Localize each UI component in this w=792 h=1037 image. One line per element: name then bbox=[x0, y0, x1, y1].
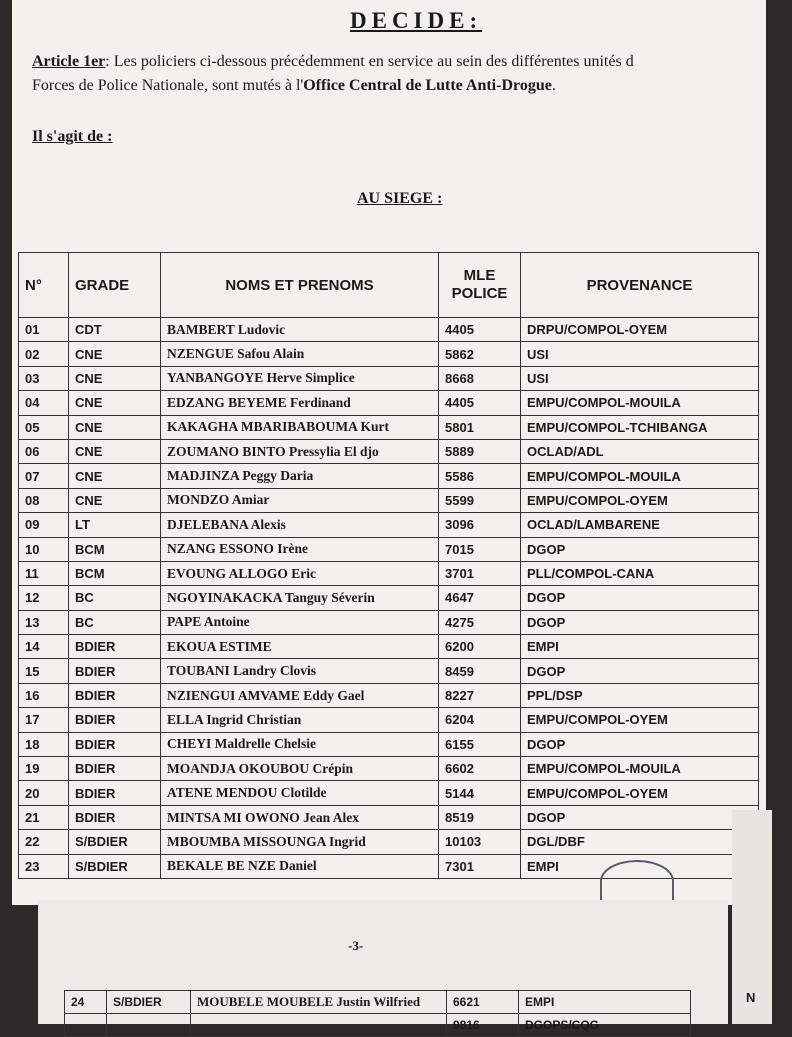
table-header-row bbox=[19, 253, 759, 318]
table-row bbox=[19, 415, 759, 439]
row-mle: 5144 bbox=[439, 781, 521, 805]
row-grade bbox=[107, 1014, 191, 1037]
row-provenance: DRPU/COMPOL-OYEM bbox=[521, 318, 759, 342]
table-row bbox=[19, 610, 759, 634]
row-mle: 6155 bbox=[439, 732, 521, 756]
row-provenance: OCLAD/ADL bbox=[521, 439, 759, 463]
row-name: NZANG ESSONO Irène bbox=[161, 537, 439, 561]
section-heading: AU SIEGE : bbox=[357, 190, 443, 207]
row-name: BAMBERT Ludovic bbox=[161, 318, 439, 342]
row-grade: BCM bbox=[69, 561, 161, 585]
row-grade: CNE bbox=[69, 439, 161, 463]
row-mle: 8227 bbox=[439, 683, 521, 707]
table-row bbox=[19, 805, 759, 829]
row-number: 18 bbox=[19, 732, 69, 756]
row-mle: 5801 bbox=[439, 415, 521, 439]
row-grade: BDIER bbox=[69, 757, 161, 781]
row-mle: 3701 bbox=[439, 561, 521, 585]
table-row bbox=[19, 659, 759, 683]
row-provenance: PPL/DSP bbox=[521, 683, 759, 707]
row-provenance: DGOP bbox=[521, 659, 759, 683]
row-grade: BCM bbox=[69, 537, 161, 561]
row-name: MINTSA MI OWONO Jean Alex bbox=[161, 805, 439, 829]
header-mle: MLE POLICE bbox=[439, 253, 521, 318]
row-name: MONDZO Amiar bbox=[161, 488, 439, 512]
table-row bbox=[19, 561, 759, 585]
official-stamp bbox=[600, 860, 674, 902]
table-row bbox=[19, 488, 759, 512]
row-provenance: EMPU/COMPOL-OYEM bbox=[521, 708, 759, 732]
row-name: BEKALE BE NZE Daniel bbox=[161, 854, 439, 878]
table-row bbox=[19, 391, 759, 415]
row-mle: 5599 bbox=[439, 488, 521, 512]
table-row bbox=[19, 439, 759, 463]
row-number: 19 bbox=[19, 757, 69, 781]
row-grade: CNE bbox=[69, 415, 161, 439]
row-number: 17 bbox=[19, 708, 69, 732]
row-provenance: OCLAD/LAMBARENE bbox=[521, 513, 759, 537]
row-name: ELLA Ingrid Christian bbox=[161, 708, 439, 732]
row-name: TOUBANI Landry Clovis bbox=[161, 659, 439, 683]
intro-heading: Il s'agit de : bbox=[32, 128, 113, 145]
row-grade: BDIER bbox=[69, 659, 161, 683]
row-mle: 4275 bbox=[439, 610, 521, 634]
row-name: PAPE Antoine bbox=[161, 610, 439, 634]
article-office-name: Office Central de Lutte Anti-Drogue bbox=[303, 77, 552, 94]
row-number bbox=[65, 1014, 107, 1037]
table-row bbox=[19, 318, 759, 342]
row-grade: BC bbox=[69, 610, 161, 634]
article-text-line2c: . bbox=[551, 77, 556, 94]
row-name: DJELEBANA Alexis bbox=[161, 513, 439, 537]
row-name: MBOUMBA MISSOUNGA Ingrid bbox=[161, 830, 439, 854]
row-name: MADJINZA Peggy Daria bbox=[161, 464, 439, 488]
row-mle: 6621 bbox=[447, 991, 519, 1014]
side-page-label: N bbox=[746, 990, 756, 1005]
row-grade: S/BDIER bbox=[69, 830, 161, 854]
table-row bbox=[19, 513, 759, 537]
row-number: 12 bbox=[19, 586, 69, 610]
row-number: 09 bbox=[19, 513, 69, 537]
decision-title: DECIDE: bbox=[350, 8, 483, 33]
row-provenance: DGOP bbox=[521, 586, 759, 610]
table-row bbox=[19, 342, 759, 366]
row-provenance: EMPI bbox=[521, 635, 759, 659]
row-name: ATENE MENDOU Clotilde bbox=[161, 781, 439, 805]
row-number: 23 bbox=[19, 854, 69, 878]
row-provenance: DGL/DBF bbox=[521, 830, 759, 854]
row-grade: CNE bbox=[69, 391, 161, 415]
next-page bbox=[38, 900, 728, 1032]
row-provenance: DGOP bbox=[521, 537, 759, 561]
row-number: 04 bbox=[19, 391, 69, 415]
table-row bbox=[19, 683, 759, 707]
row-provenance: DGOP bbox=[521, 732, 759, 756]
row-name: NZENGUE Safou Alain bbox=[161, 342, 439, 366]
article-text-line2a: Forces de Police Nationale, sont mutés à l' bbox=[32, 77, 304, 94]
row-number: 10 bbox=[19, 537, 69, 561]
row-number: 22 bbox=[19, 830, 69, 854]
row-provenance: EMPU/COMPOL-OYEM bbox=[521, 781, 759, 805]
document-page bbox=[12, 0, 766, 905]
row-number: 14 bbox=[19, 635, 69, 659]
row-name: MOANDJA OKOUBOU Crépin bbox=[161, 757, 439, 781]
row-grade: S/BDIER bbox=[107, 991, 191, 1014]
row-name bbox=[191, 1014, 447, 1037]
row-grade: BDIER bbox=[69, 708, 161, 732]
table-row bbox=[19, 708, 759, 732]
table-row bbox=[65, 991, 691, 1014]
row-mle: 7301 bbox=[439, 854, 521, 878]
table-row bbox=[19, 537, 759, 561]
row-name: KAKAGHA MBARIBABOUMA Kurt bbox=[161, 415, 439, 439]
table-row bbox=[19, 757, 759, 781]
row-provenance: EMPU/COMPOL-MOUILA bbox=[521, 757, 759, 781]
row-provenance: EMPU/COMPOL-MOUILA bbox=[521, 464, 759, 488]
table-row bbox=[19, 732, 759, 756]
row-number: 16 bbox=[19, 683, 69, 707]
row-name: ZOUMANO BINTO Pressylia El djo bbox=[161, 439, 439, 463]
header-number: N° bbox=[19, 253, 69, 318]
continued-table bbox=[64, 990, 691, 1037]
row-provenance: DGOP bbox=[521, 805, 759, 829]
row-mle: 5586 bbox=[439, 464, 521, 488]
row-provenance: USI bbox=[521, 342, 759, 366]
personnel-table bbox=[18, 252, 759, 879]
article-label: Article 1er bbox=[32, 53, 106, 70]
row-mle: 6204 bbox=[439, 708, 521, 732]
table-row bbox=[19, 366, 759, 390]
header-names: NOMS ET PRENOMS bbox=[161, 253, 439, 318]
row-grade: BDIER bbox=[69, 683, 161, 707]
row-name: CHEYI Maldrelle Chelsie bbox=[161, 732, 439, 756]
row-provenance: DGOP bbox=[521, 610, 759, 634]
row-mle: 3096 bbox=[439, 513, 521, 537]
row-grade: CNE bbox=[69, 464, 161, 488]
side-page bbox=[732, 810, 772, 1024]
row-mle: 9816 bbox=[447, 1014, 519, 1037]
row-number: 02 bbox=[19, 342, 69, 366]
row-number: 07 bbox=[19, 464, 69, 488]
row-mle: 8668 bbox=[439, 366, 521, 390]
row-provenance: DGOPS/CQG bbox=[519, 1014, 691, 1037]
row-grade: S/BDIER bbox=[69, 854, 161, 878]
row-number: 21 bbox=[19, 805, 69, 829]
row-provenance: EMPU/COMPOL-OYEM bbox=[521, 488, 759, 512]
row-number: 24 bbox=[65, 991, 107, 1014]
row-grade: BDIER bbox=[69, 635, 161, 659]
row-mle: 8459 bbox=[439, 659, 521, 683]
row-number: 13 bbox=[19, 610, 69, 634]
row-name: NZIENGUI AMVAME Eddy Gael bbox=[161, 683, 439, 707]
table-row bbox=[19, 586, 759, 610]
row-provenance: EMPU/COMPOL-MOUILA bbox=[521, 391, 759, 415]
row-provenance: EMPI bbox=[521, 854, 759, 878]
row-number: 11 bbox=[19, 561, 69, 585]
row-provenance: PLL/COMPOL-CANA bbox=[521, 561, 759, 585]
row-grade: LT bbox=[69, 513, 161, 537]
row-mle: 6602 bbox=[439, 757, 521, 781]
row-provenance: EMPI bbox=[519, 991, 691, 1014]
row-mle: 4405 bbox=[439, 318, 521, 342]
article-paragraph bbox=[32, 50, 792, 98]
row-grade: CNE bbox=[69, 342, 161, 366]
row-grade: BDIER bbox=[69, 732, 161, 756]
row-mle: 5889 bbox=[439, 439, 521, 463]
row-number: 05 bbox=[19, 415, 69, 439]
row-mle: 4647 bbox=[439, 586, 521, 610]
row-name: EVOUNG ALLOGO Eric bbox=[161, 561, 439, 585]
header-grade: GRADE bbox=[69, 253, 161, 318]
row-number: 20 bbox=[19, 781, 69, 805]
row-mle: 8519 bbox=[439, 805, 521, 829]
row-number: 01 bbox=[19, 318, 69, 342]
row-name: YANBANGOYE Herve Simplice bbox=[161, 366, 439, 390]
row-name: EKOUA ESTIME bbox=[161, 635, 439, 659]
row-grade: BC bbox=[69, 586, 161, 610]
article-text-line1: : Les policiers ci-dessous précédemment en service au sein des différentes unités d bbox=[105, 53, 634, 70]
row-number: 03 bbox=[19, 366, 69, 390]
table-row bbox=[65, 1014, 691, 1037]
row-number: 08 bbox=[19, 488, 69, 512]
row-mle: 4405 bbox=[439, 391, 521, 415]
row-name: NGOYINAKACKA Tanguy Séverin bbox=[161, 586, 439, 610]
table-row bbox=[19, 781, 759, 805]
row-mle: 6200 bbox=[439, 635, 521, 659]
row-grade: BDIER bbox=[69, 805, 161, 829]
row-grade: CDT bbox=[69, 318, 161, 342]
page-number: -3- bbox=[348, 938, 364, 953]
table-row bbox=[19, 635, 759, 659]
row-name: MOUBELE MOUBELE Justin Wilfried bbox=[191, 991, 447, 1014]
row-provenance: USI bbox=[521, 366, 759, 390]
row-grade: CNE bbox=[69, 366, 161, 390]
row-mle: 7015 bbox=[439, 537, 521, 561]
row-mle: 5862 bbox=[439, 342, 521, 366]
table-row bbox=[19, 830, 759, 854]
row-number: 15 bbox=[19, 659, 69, 683]
table-row bbox=[19, 464, 759, 488]
row-grade: BDIER bbox=[69, 781, 161, 805]
header-provenance: PROVENANCE bbox=[521, 253, 759, 318]
row-provenance: EMPU/COMPOL-TCHIBANGA bbox=[521, 415, 759, 439]
row-number: 06 bbox=[19, 439, 69, 463]
row-mle: 10103 bbox=[439, 830, 521, 854]
row-name: EDZANG BEYEME Ferdinand bbox=[161, 391, 439, 415]
row-grade: CNE bbox=[69, 488, 161, 512]
